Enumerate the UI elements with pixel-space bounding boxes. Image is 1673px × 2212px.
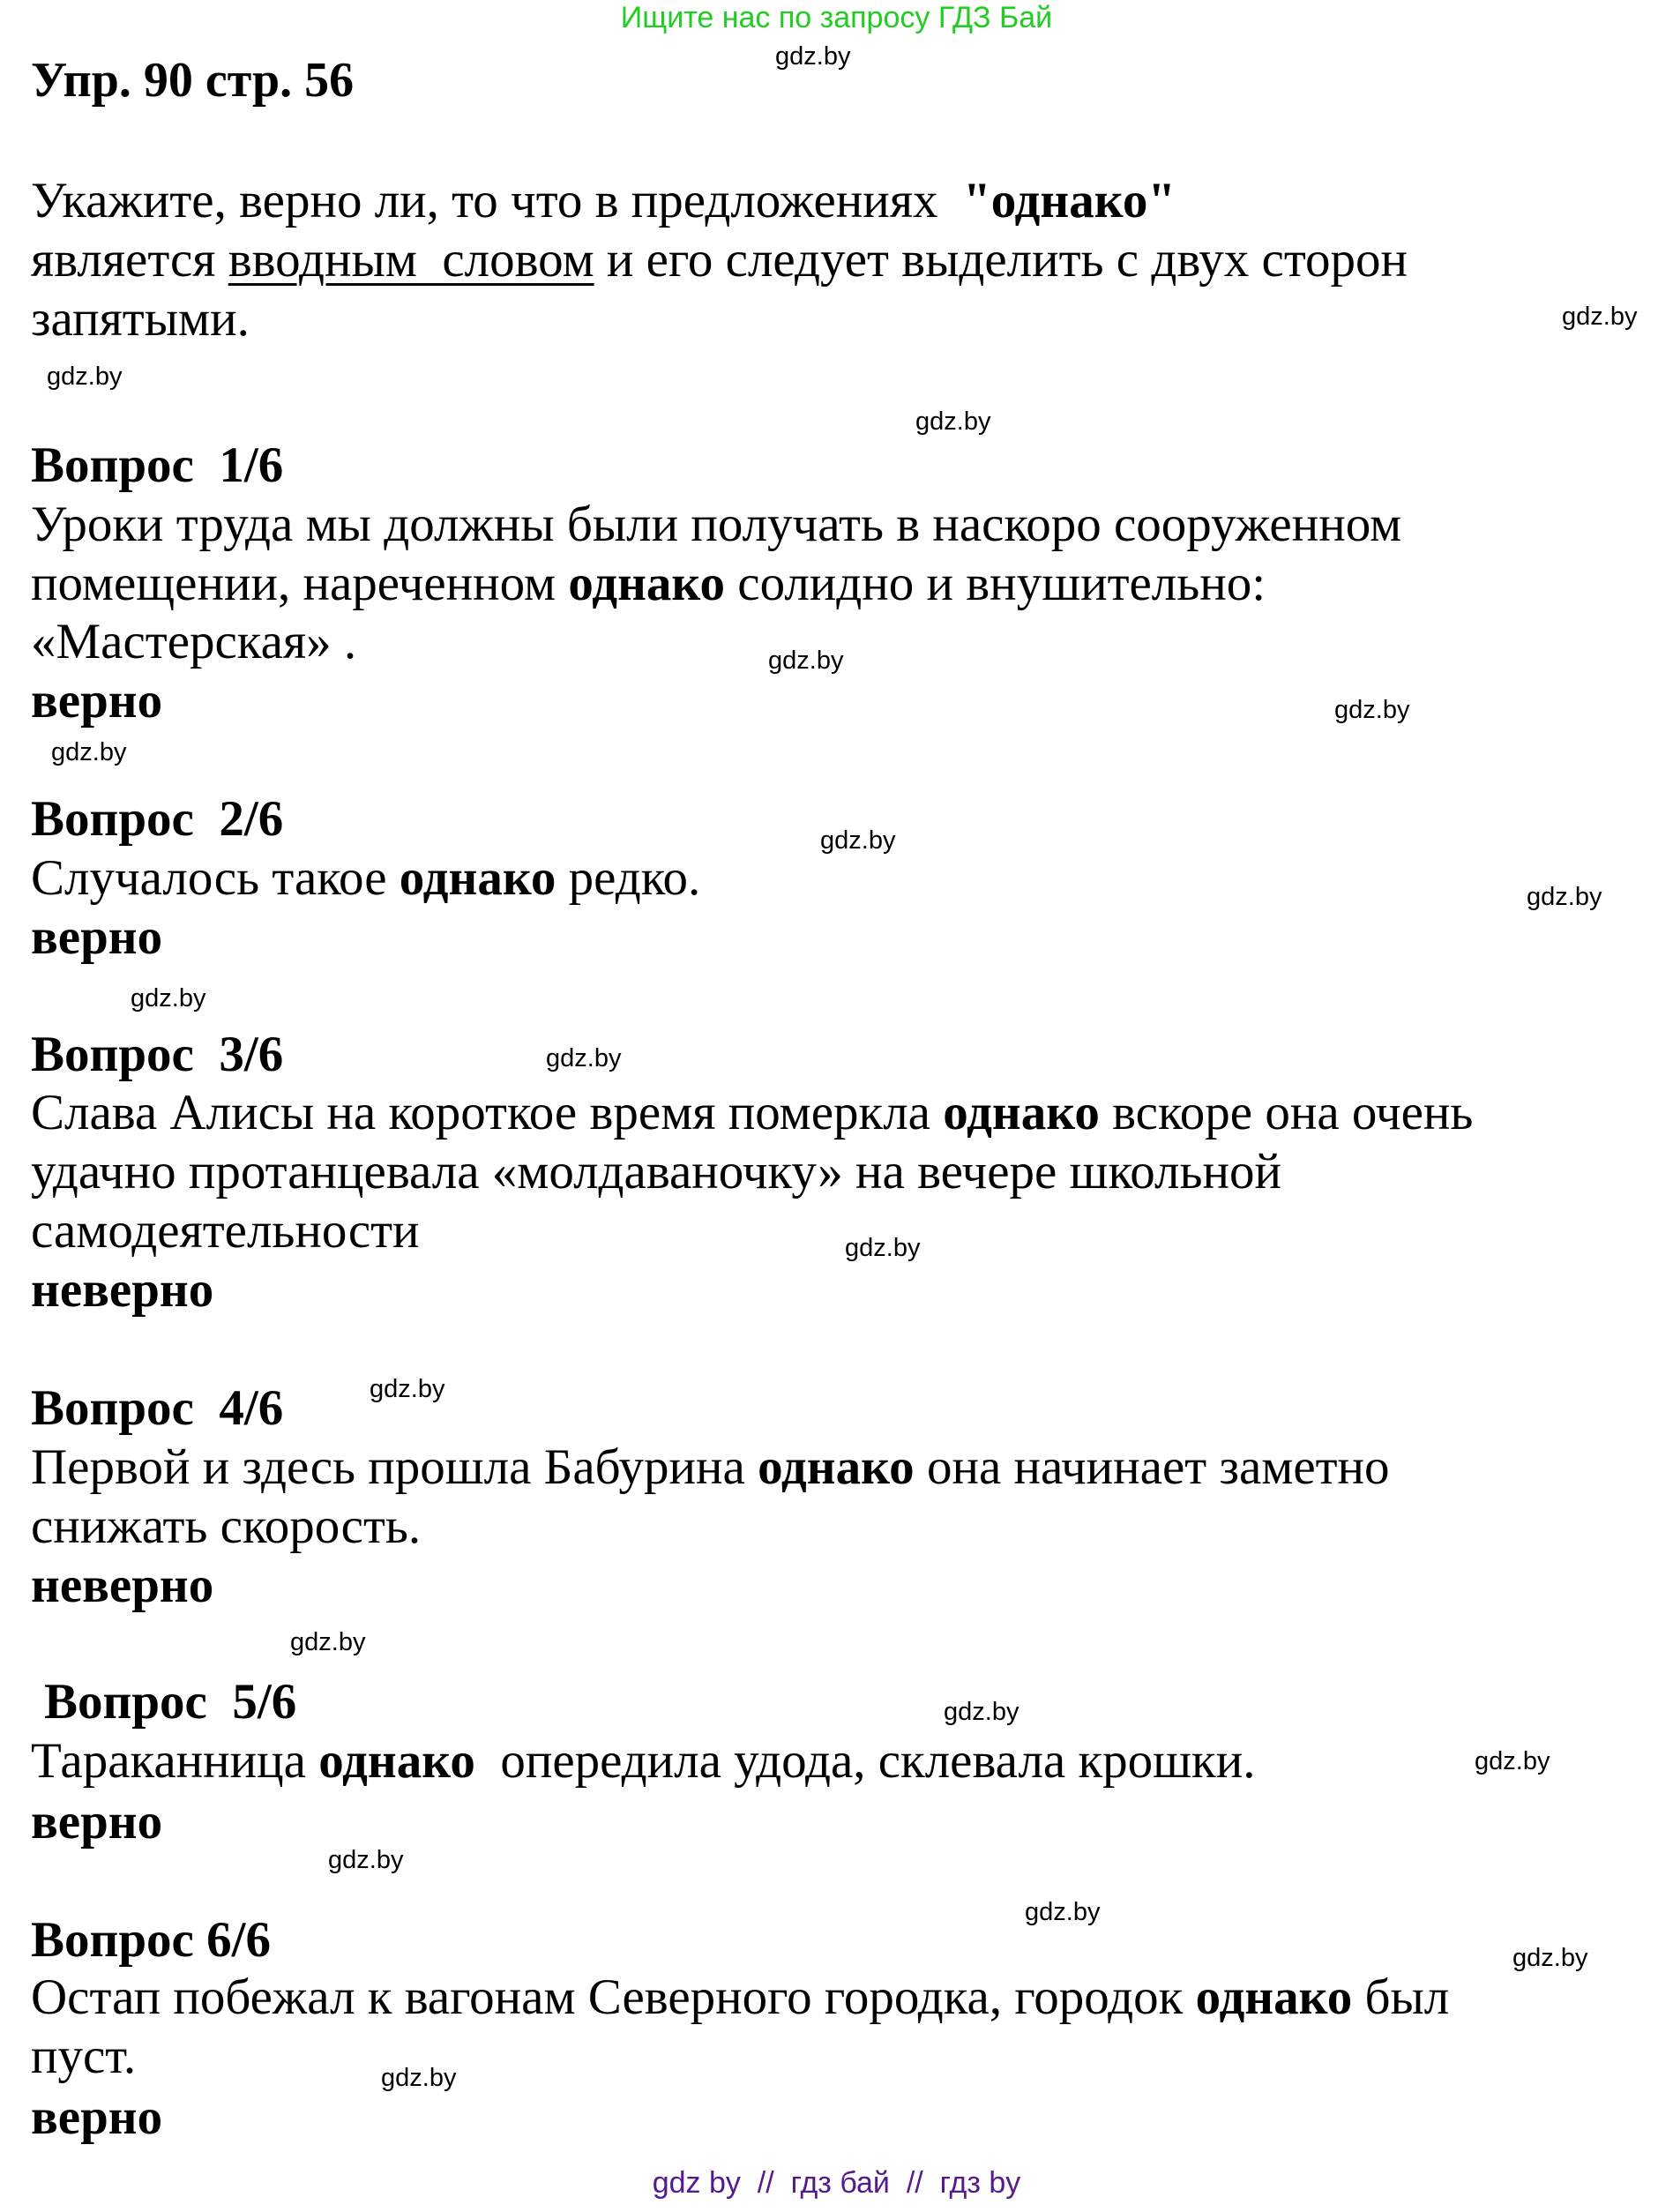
text-segment: она начинает заметно [914, 1439, 1390, 1495]
keyword-text: однако [1195, 1969, 1353, 2025]
watermark-text: gdz.by [1334, 696, 1410, 724]
keyword-text: однако [943, 1085, 1100, 1140]
question-sentence [31, 2027, 136, 2086]
keyword-text: "однако" [963, 173, 1176, 228]
underlined-text: вводным словом [228, 232, 594, 288]
question-label: Вопрос 5/6 [44, 1674, 297, 1730]
promo-banner[interactable]: Ищите нас по запросу ГДЗ Бай [620, 1, 1053, 34]
question-answer: верно [31, 673, 163, 729]
watermark-text: gdz.by [1562, 303, 1638, 331]
watermark-text: gdz.by [944, 1698, 1019, 1726]
text-segment: Тараканница [31, 1733, 319, 1789]
instruction-line [31, 171, 1176, 230]
text-segment: Уроки труда мы должны были получать в наскоро сооруженном [31, 497, 1402, 552]
question-label: Вопрос 2/6 [31, 791, 284, 847]
question-sentence [31, 495, 1401, 554]
watermark-text: gdz.by [47, 362, 123, 391]
question-answer: неверно [31, 1558, 214, 1613]
watermark-text: gdz.by [1025, 1898, 1101, 1926]
question-label: Вопрос 1/6 [31, 437, 284, 493]
text-segment: снижать скорость. [31, 1498, 422, 1554]
question-answer: неверно [31, 1262, 214, 1318]
instruction-line [31, 289, 250, 348]
question-sentence [31, 612, 356, 671]
text-segment: «Мастерская» . [31, 614, 357, 669]
keyword-text: однако [318, 1733, 475, 1789]
text-segment: удачно протанцевала «молдаваночку» на вечере школьной [31, 1144, 1281, 1199]
watermark-text: gdz.by [546, 1044, 622, 1072]
page-title: Упр. 90 стр. 56 [31, 53, 355, 108]
question-answer: верно [31, 909, 163, 965]
question-sentence [31, 1497, 421, 1556]
watermark-text: gdz.by [290, 1628, 366, 1656]
watermark-text: gdz.by [328, 1846, 404, 1874]
question-sentence [31, 1142, 1281, 1201]
question-sentence [31, 554, 1266, 613]
text-segment: Случалось такое [31, 850, 400, 906]
text-segment: солидно и внушительно: [725, 556, 1266, 611]
question-sentence [31, 1083, 1473, 1142]
keyword-text: однако [758, 1439, 915, 1495]
question-answer: верно [31, 1794, 163, 1850]
text-segment: вскоре она очень [1099, 1085, 1474, 1140]
text-segment: является [31, 232, 228, 288]
question-label: Вопрос 6/6 [31, 1912, 271, 1968]
text-segment: опередила удода, склевала крошки. [474, 1733, 1256, 1789]
watermark-text: gdz.by [1475, 1747, 1550, 1775]
text-segment: Остап побежал к вагонам Северного городка, городок [31, 1969, 1196, 2025]
question-answer: верно [31, 2089, 163, 2145]
watermark-text: gdz.by [51, 738, 127, 766]
keyword-text: однако [399, 850, 556, 906]
question-sentence [31, 1201, 420, 1260]
question-sentence [31, 1731, 1255, 1790]
question-sentence [31, 848, 700, 908]
watermark-text: gdz.by [915, 407, 991, 436]
text-segment: и его следует выделить с двух сторон [594, 232, 1408, 288]
watermark-text: gdz.by [820, 826, 896, 855]
text-segment: редко. [556, 850, 701, 906]
question-label: Вопрос 3/6 [31, 1027, 284, 1082]
text-segment: запятыми. [31, 291, 250, 347]
text-segment: помещении, нареченном [31, 556, 569, 611]
question-label: Вопрос 4/6 [31, 1380, 284, 1436]
watermark-text: gdz.by [845, 1234, 921, 1262]
watermark-text: gdz.by [381, 2064, 457, 2092]
text-segment: пуст. [31, 2029, 137, 2084]
instruction-line [31, 230, 1408, 289]
text-segment: Слава Алисы на короткое время померкла [31, 1085, 944, 1140]
watermark-text: gdz.by [370, 1375, 445, 1403]
watermark-text: gdz.by [768, 646, 844, 675]
watermark-text: gdz.by [775, 42, 851, 71]
text-segment: Первой и здесь прошла Бабурина [31, 1439, 758, 1495]
question-sentence [31, 1438, 1390, 1497]
watermark-text: gdz.by [1512, 1944, 1588, 1972]
keyword-text: однако [568, 556, 726, 611]
footer-links[interactable]: gdz by // гдз бай // гдз by [652, 2166, 1021, 2200]
text-segment: был [1352, 1969, 1450, 2025]
question-sentence [31, 1968, 1449, 2027]
text-segment: Укажите, верно ли, то что в предложениях [31, 173, 964, 228]
text-segment: самодеятельности [31, 1203, 420, 1259]
watermark-text: gdz.by [131, 984, 206, 1013]
watermark-text: gdz.by [1527, 883, 1602, 911]
